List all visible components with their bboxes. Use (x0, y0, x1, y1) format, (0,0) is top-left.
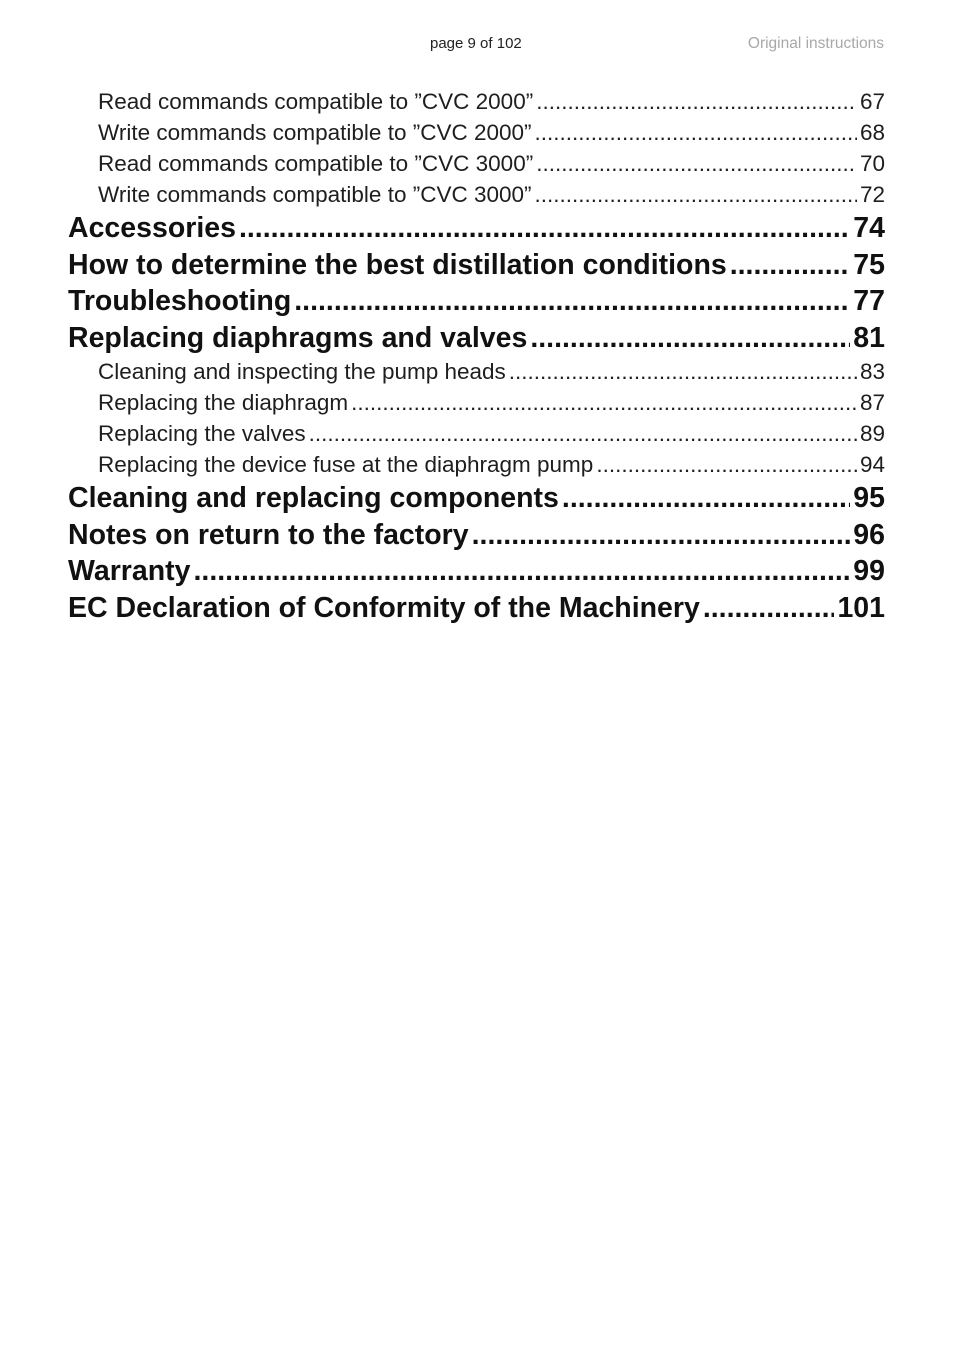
toc-entry-title: How to determine the best distillation conditions (68, 248, 727, 281)
dot-leader (703, 590, 835, 627)
toc-entry-title: Write commands compatible to ”CVC 3000” (98, 182, 532, 207)
toc-entry-title: Cleaning and inspecting the pump heads (98, 359, 506, 384)
toc-entry-page: 72 (859, 182, 885, 207)
toc-entry[interactable] (68, 148, 885, 179)
toc-entry-page: 99 (853, 555, 885, 587)
toc-entry-page: 68 (859, 120, 885, 145)
page-number: page 9 of 102 (430, 35, 522, 52)
toc-entry[interactable] (68, 387, 885, 418)
toc-entry[interactable] (68, 480, 885, 517)
dot-leader (730, 247, 851, 284)
dot-leader (509, 356, 857, 387)
toc-entry-title: Replacing diaphragms and valves (68, 321, 528, 354)
toc-entry-page: 74 (853, 212, 885, 244)
page-header (0, 35, 954, 55)
toc-entry[interactable] (68, 320, 885, 357)
table-of-contents (68, 86, 885, 626)
toc-entry-title: Warranty (68, 555, 191, 587)
dot-leader (562, 480, 850, 517)
toc-entry[interactable] (68, 179, 885, 210)
toc-entry[interactable] (68, 117, 885, 148)
toc-entry[interactable] (68, 418, 885, 449)
toc-entry-title: Cleaning and replacing components (68, 482, 559, 514)
dot-leader (309, 418, 857, 449)
toc-entry-title: Replacing the valves (98, 421, 306, 446)
dot-leader (351, 387, 857, 418)
toc-entry[interactable] (68, 553, 885, 590)
header-note: Original instructions (747, 35, 884, 52)
dot-leader (535, 117, 857, 148)
dot-leader (535, 179, 857, 210)
toc-entry-title: EC Declaration of Conformity of the Machinery (68, 591, 700, 624)
toc-entry[interactable] (68, 210, 885, 247)
dot-leader (536, 148, 857, 179)
dot-leader (536, 86, 857, 117)
toc-entry-page: 89 (859, 421, 885, 446)
toc-entry-title: Replacing the diaphragm (98, 390, 349, 415)
dot-leader (472, 517, 851, 554)
toc-entry-title: Read commands compatible to ”CVC 2000” (98, 89, 534, 114)
dot-leader (193, 553, 850, 590)
toc-entry-page: 83 (859, 359, 885, 384)
toc-entry-page: 77 (853, 285, 885, 317)
toc-entry-page: 67 (859, 89, 885, 114)
dot-leader (294, 283, 850, 320)
toc-entry-page: 96 (853, 518, 885, 551)
toc-entry-title: Troubleshooting (68, 285, 292, 317)
toc-entry-page: 75 (853, 248, 885, 281)
toc-entry[interactable] (68, 449, 885, 480)
toc-entry-title: Replacing the device fuse at the diaphragm pump (98, 452, 594, 477)
toc-entry-page: 81 (853, 321, 885, 354)
toc-entry-title: Accessories (68, 212, 236, 244)
toc-entry[interactable] (68, 247, 885, 284)
toc-entry[interactable] (68, 283, 885, 320)
toc-entry-title: Notes on return to the factory (68, 518, 469, 551)
dot-leader (530, 320, 850, 357)
toc-entry-page: 101 (837, 591, 885, 624)
toc-entry-page: 70 (859, 151, 885, 176)
toc-entry[interactable] (68, 517, 885, 554)
dot-leader (239, 210, 850, 247)
toc-entry[interactable] (68, 356, 885, 387)
toc-entry-page: 95 (853, 482, 885, 514)
toc-entry-title: Read commands compatible to ”CVC 3000” (98, 151, 534, 176)
dot-leader (596, 449, 857, 480)
toc-entry-title: Write commands compatible to ”CVC 2000” (98, 120, 532, 145)
toc-entry-page: 87 (859, 390, 885, 415)
toc-entry-page: 94 (859, 452, 885, 477)
toc-entry[interactable] (68, 590, 885, 627)
toc-entry[interactable] (68, 86, 885, 117)
